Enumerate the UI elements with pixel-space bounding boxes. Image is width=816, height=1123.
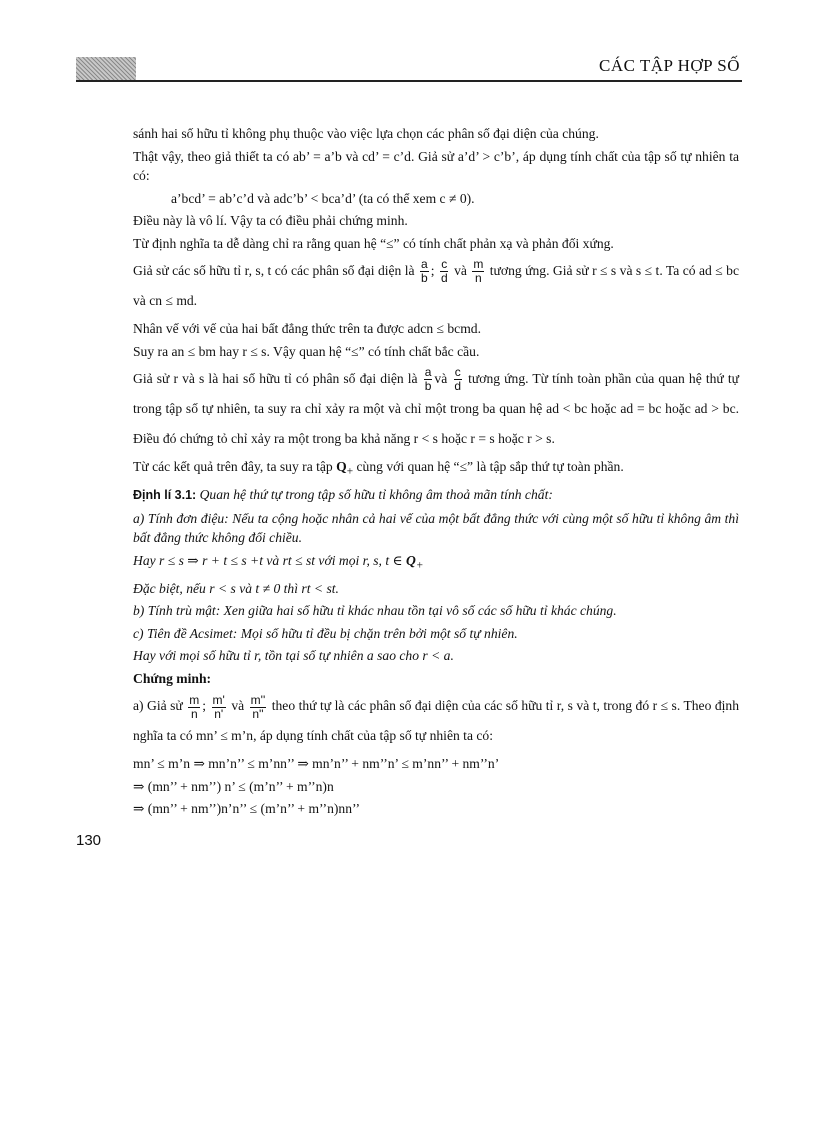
theorem-item: c) Tiên đề Acsimet: Mọi số hữu tỉ đều bị chặn trên bởi một số tự nhiên. [133,625,518,641]
fraction-c-d: $\frac{c}{d}$ [454,365,462,394]
fraction-c-d: $\frac{c}{d}$ [440,257,448,286]
header-rule [76,80,742,82]
page-body [133,124,739,822]
fraction-m1-n1: $\frac{m'}{n'}$ [212,692,225,721]
paragraph: Từ các kết quả trên đây, ta suy ra tập $Q_+$ cùng với quan hệ “≤” là tập sắp thứ tự toàn phần. [133,459,624,478]
equation-line: ⇒ (mn’’ + nm’’) n’ ≤ (m’n’’ + m’’n)n [133,778,334,794]
fraction-a-b: $\frac{a}{b}$ [424,365,432,394]
paragraph: Nhân vế với vế của hai bất đẳng thức trên ta được adcn ≤ bcmd. [133,321,481,336]
set-symbol-q: Q [336,459,347,474]
paragraph: a) Giả sử $\frac{m}{n}$ ; $\frac{m'}{n'}$ và $\frac{m''}{n''}$ theo thứ tự là các phân số đại diện của các số hữu tỉ r, s và t, trong đó r ≤ s. Theo định nghĩa ta có mn’ ≤ m’n, áp dụng tính chất của tập số tự nhiên ta có: [133,692,740,744]
equation-line: a’bcd’ = ab’c’d và adc’b’ < bca’d’ (ta có thể xem c ≠ 0). [171,190,475,206]
paragraph: Điều này là vô lí. Vậy ta có điều phải chứng minh. [133,213,408,228]
theorem-heading: Định lí 3.1: Quan hệ thứ tự trong tập số hữu tỉ không âm thoả mãn tính chất: [133,487,553,503]
page-number: 130 [76,832,102,849]
paragraph: Suy ra an ≤ bm hay r ≤ s. Vậy quan hệ “≤” có tính chất bắc cầu. [133,343,480,359]
fraction-m-n: $\frac{m}{n}$ [473,257,484,286]
paragraph: Giả sử các số hữu tỉ r, s, t có các phân số đại diện là $\frac{a}{b}$ ; $\frac{c}{d}$ và $\frac{m}{n}$ tương ứng. Giả sử r ≤ s và s ≤ t. Ta có ad ≤ bc và cn ≤ md. [133,257,739,308]
fraction-m2-n2: $\frac{m''}{n''}$ [250,692,266,721]
theorem-item: Hay với mọi số hữu tỉ r, tồn tại số tự nhiên a sao cho r < a. [133,648,454,664]
equation-line: mn’ ≤ m’n ⇒ mn’n’’ ≤ m’nn’’ ⇒ mn’n’’ + nm’’n’ ≤ m’nn’’ + nm’’n’ [133,756,500,772]
equation-line: ⇒ (mn’’ + nm’’)n’n’’ ≤ (m’n’’ + m’’n)nn’’ [133,801,361,817]
header-decoration [76,57,136,81]
page-header-title: CÁC TẬP HỢP SỐ [599,56,740,75]
paragraph: Giả sử r và s là hai số hữu tỉ có phân số đại diện là $\frac{a}{b}$ và $\frac{c}{d}$ tương ứng. Từ tính toàn phần của quan hệ thứ tự trong tập số tự nhiên, ta suy ra chỉ xảy ra một và chỉ một trong ba quan hệ ad < bc hoặc ad = bc hoặc ad > bc. Điều đó chứng tỏ chỉ xảy ra một trong ba khả năng r < s hoặc r = s hoặc r > s. [133,365,740,446]
theorem-item: a) Tính đơn điệu: Nếu ta cộng hoặc nhân cả hai vế của một bất đẳng thức với cùng một số hữu tỉ không âm thì bất đẳng thức không đổi chiều. [133,510,739,546]
proof-heading: Chứng minh: [133,670,212,686]
theorem-item: Hay r ≤ s ⇒ r + t ≤ s +t và rt ≤ st với mọi r, s, t ∈ $Q_+$ [133,552,424,572]
fraction-a-b: $\frac{a}{b}$ [421,257,428,286]
fraction-m-n: $\frac{m}{n}$ [189,692,200,721]
paragraph: Thật vậy, theo giả thiết ta có ab’ = a’b và cd’ = c’d. Giả sử a’d’ > c’b’, áp dụng tính chất của tập số tự nhiên ta có: [133,148,739,183]
theorem-item: b) Tính trù mật: Xen giữa hai số hữu tỉ khác nhau tồn tại vô số các số hữu tỉ khác chúng. [133,603,617,619]
theorem-item: Đặc biệt, nếu r < s và t ≠ 0 thì rt < st. [133,580,339,596]
paragraph: Từ định nghĩa ta dễ dàng chỉ ra rằng quan hệ “≤” có tính chất phản xạ và phản đối xứng. [133,235,614,251]
paragraph: sánh hai số hữu tỉ không phụ thuộc vào việc lựa chọn các phân số đại diện của chúng. [133,126,599,141]
